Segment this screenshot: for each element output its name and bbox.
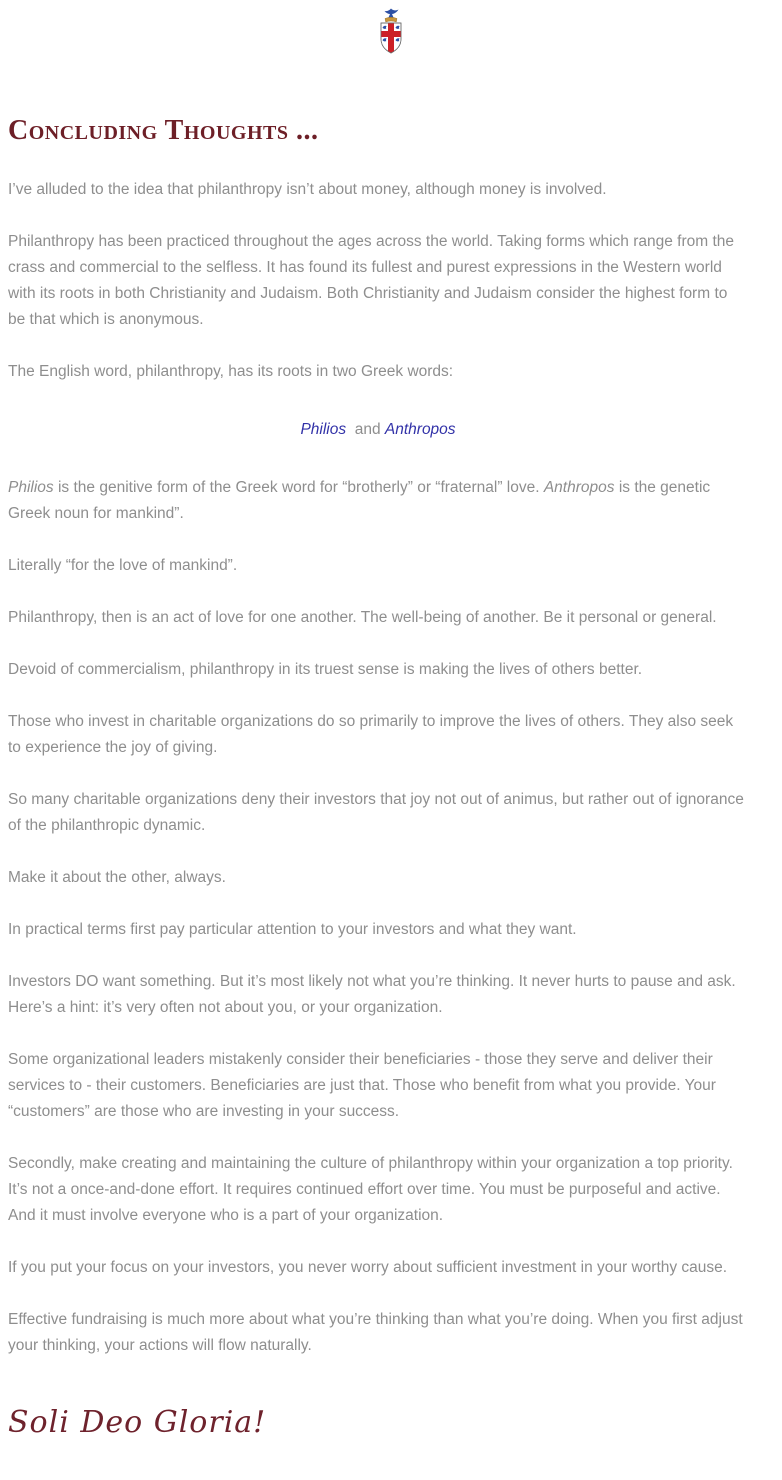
paragraph [8, 1151, 748, 1229]
text-run: Literally “for the love of mankind”. [8, 557, 238, 574]
paragraph [8, 709, 748, 761]
text-run: So many charitable organizations deny their investors that joy not out of animus, but rather out of ignorance of the philanthropic dynamic. [8, 791, 744, 834]
text-run: Secondly, make creating and maintaining the culture of philanthropy within your organization a top priority. It’s not a once-and-done effort. It requires continued effort over time. You must be purposeful and active. And it must involve everyone who is a part of your organization. [8, 1155, 733, 1224]
text-run: Philanthropy has been practiced throughout the ages across the world. Taking forms which range from the crass and commercial to the selfless. It has found its fullest and purest expressions in the Western world with its roots in both Christianity and Judaism. Both Christianity and Judaism consider the highest form to be that which is anonymous. [8, 233, 735, 328]
text-run: In practical terms first pay particular attention to your investors and what they want. [8, 921, 577, 938]
text-run: The English word, philanthropy, has its roots in two Greek words: [8, 363, 454, 380]
paragraph [8, 359, 748, 385]
text-run: Philios [8, 479, 54, 496]
greek-word: Philios [300, 421, 347, 438]
text-run: If you put your focus on your investors, you never worry about sufficient investment in your worthy cause. [8, 1259, 728, 1276]
paragraph [8, 553, 748, 579]
paragraph [8, 969, 748, 1021]
paragraph [8, 605, 748, 631]
signature-text: Soli Deo Gloria! [8, 1405, 267, 1440]
paragraph [8, 1255, 748, 1281]
text-run: I’ve alluded to the idea that philanthropy isn’t about money, although money is involved. [8, 181, 607, 198]
page-title: Concluding Thoughts ... [8, 115, 319, 146]
text-run: Effective fundraising is much more about what you’re thinking than what you’re doing. When you first adjust your thinking, your actions will flow naturally. [8, 1311, 743, 1354]
article-body [8, 177, 748, 1359]
text-run: Make it about the other, always. [8, 869, 226, 886]
text-run: and [346, 421, 385, 438]
paragraph [8, 787, 748, 839]
text-run: Those who invest in charitable organizations do so primarily to improve the lives of others. They also seek to experience the joy of giving. [8, 713, 734, 756]
greek-words-line [8, 417, 748, 443]
text-run: Devoid of commercialism, philanthropy in its truest sense is making the lives of others better. [8, 661, 643, 678]
paragraph [8, 865, 748, 891]
text-run: Philanthropy, then is an act of love for one another. The well-being of another. Be it personal or general. [8, 609, 717, 626]
text-run: Anthropos [543, 479, 615, 496]
paragraph [8, 1307, 748, 1359]
paragraph [8, 229, 748, 333]
heraldic-crest-icon [376, 8, 406, 54]
text-run: Some organizational leaders mistakenly consider their beneficiaries - those they serve and deliver their services to - their customers. Beneficiaries are just that. Those who benefit from what you provide. Your “customers” are those who are investing in your success. [8, 1051, 716, 1120]
paragraph [8, 657, 748, 683]
paragraph [8, 1047, 748, 1125]
text-run: is the genetic Greek noun for mankind”. [8, 479, 711, 522]
header-crest [0, 0, 782, 59]
text-run: Investors DO want something. But it’s most likely not what you’re thinking. It never hurts to pause and ask. Here’s a hint: it’s very often not about you, or your organization. [8, 973, 736, 1016]
paragraph [8, 177, 748, 203]
paragraph [8, 475, 748, 527]
text-run: is the genitive form of the Greek word for “brotherly” or “fraternal” love. [53, 479, 544, 496]
greek-word: Anthropos [384, 421, 456, 438]
paragraph [8, 917, 748, 943]
